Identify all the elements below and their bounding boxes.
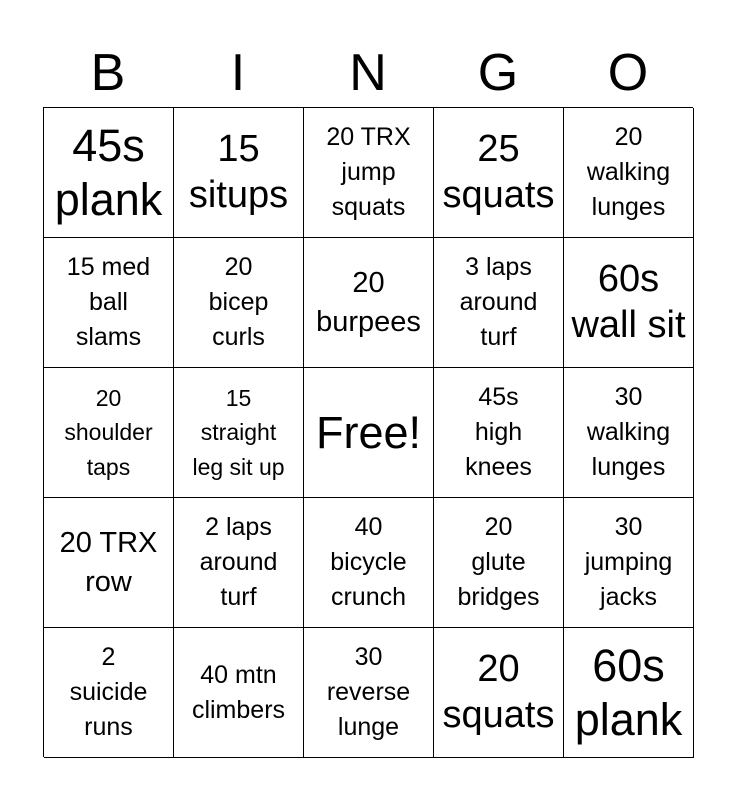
cell-text: 20 TRX jump squats [326,123,411,221]
bingo-cell[interactable] [44,368,174,498]
bingo-cell[interactable] [434,368,564,498]
cell-text: 15 straight leg sit up [192,384,285,480]
cell-text: 2 laps around turf [199,513,278,611]
bingo-cell[interactable] [44,238,174,368]
bingo-cell[interactable] [44,108,174,238]
bingo-cell[interactable] [174,498,304,628]
bingo-cell[interactable] [434,628,564,758]
cell-text: 30 reverse lunge [326,643,411,741]
bingo-cell[interactable] [304,628,434,758]
cell-text: 20 TRX row [59,526,158,598]
bingo-board [43,107,693,757]
cell-text: 30 jumping jacks [584,513,673,611]
bingo-header [43,38,693,108]
bingo-cell[interactable] [434,108,564,238]
cell-text: 45s plank [54,119,163,225]
bingo-cell[interactable] [564,498,694,628]
free-space[interactable] [304,368,434,498]
cell-text: 60s plank [574,639,683,745]
cell-text: 25 squats [442,127,555,216]
cell-text: 30 walking lunges [586,383,671,481]
bingo-cell[interactable] [564,108,694,238]
bingo-cell[interactable] [174,238,304,368]
bingo-cell[interactable] [44,498,174,628]
header-letter-g: G [477,44,519,102]
bingo-cell[interactable] [434,498,564,628]
bingo-cell[interactable] [564,628,694,758]
cell-text: Free! [315,407,422,458]
cell-text: 20 glute bridges [457,513,540,611]
bingo-cell[interactable] [304,108,434,238]
cell-text: 20 burpees [316,266,421,338]
bingo-cell[interactable] [174,368,304,498]
cell-text: 15 situps [188,127,289,216]
bingo-cell[interactable] [434,238,564,368]
cell-text: 2 suicide runs [69,643,148,741]
header-letter-n: N [349,44,387,102]
cell-text: 60s wall sit [571,257,686,346]
header-letter-b: B [90,44,126,102]
cell-text: 15 med ball slams [66,253,151,351]
bingo-cell[interactable] [564,238,694,368]
cell-text: 45s high knees [465,383,532,481]
cell-text: 20 shoulder taps [64,384,153,480]
cell-text: 40 bicycle crunch [330,513,407,611]
cell-text: 20 walking lunges [586,123,671,221]
bingo-cell[interactable] [564,368,694,498]
bingo-cell[interactable] [304,498,434,628]
cell-text: 20 squats [442,647,555,736]
header-letter-o: O [607,44,649,102]
header-letter-i: I [230,44,246,102]
bingo-cell[interactable] [174,108,304,238]
bingo-cell[interactable] [174,628,304,758]
bingo-cell[interactable] [304,238,434,368]
cell-text: 3 laps around turf [459,253,538,351]
cell-text: 40 mtn climbers [191,660,286,724]
bingo-cell[interactable] [44,628,174,758]
cell-text: 20 bicep curls [208,253,269,351]
